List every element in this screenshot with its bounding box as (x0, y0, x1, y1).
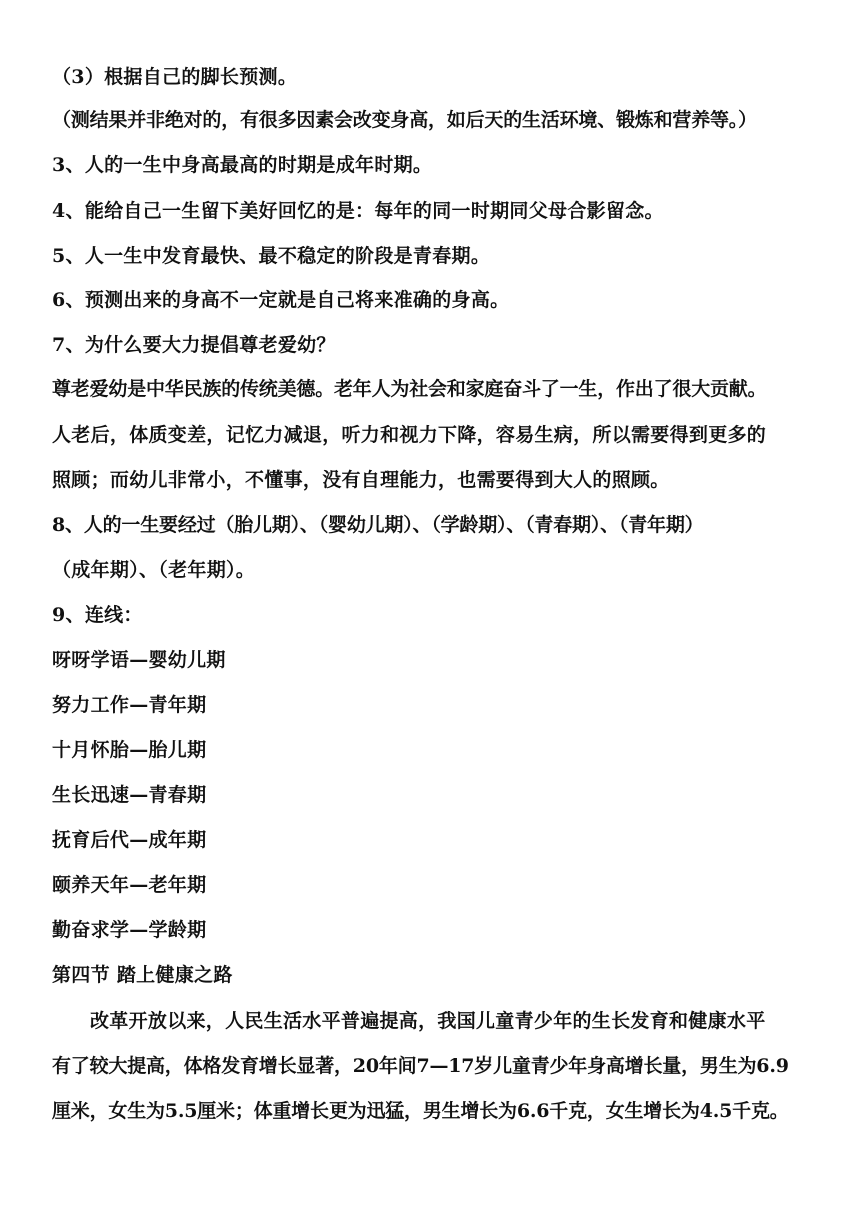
paragraph-line-3: 厘米，女生为5.5厘米；体重增长更为迅猛，男生增长为6.6千克，女生增长为4.5千克。 (52, 1100, 789, 1122)
text-line-note: （测结果并非绝对的，有很多因素会改变身高，如后天的生活环境、锻炼和营养等。） (52, 109, 757, 131)
text-line-7-answer-3: 照顾；而幼儿非常小，不懂事，没有自理能力，也需要得到大人的照顾。 (52, 469, 670, 491)
text-line-3: 3、人的一生中身高最高的时期是成年时期。 (52, 154, 433, 176)
match-item-2: 努力工作—青年期 (52, 694, 207, 716)
text-line-7-answer-2: 人老后，体质变差，记忆力减退，听力和视力下降，容易生病，所以需要得到更多的 (52, 424, 767, 446)
text-line-7-question: 7、为什么要大力提倡尊老爱幼？ (52, 334, 336, 356)
section-heading: 第四节 踏上健康之路 (52, 964, 233, 986)
text-line-5: 5、人一生中发育最快、最不稳定的阶段是青春期。 (52, 245, 491, 267)
text-line-4: 4、能给自己一生留下美好回忆的是：每年的同一时期同父母合影留念。 (52, 200, 664, 222)
text-line-8-continued: （成年期）、（老年期）。 (52, 559, 256, 581)
paragraph-line-2: 有了较大提高，体格发育增长显著，20年间7—17岁儿童青少年身高增长量，男生为6.9 (52, 1055, 789, 1077)
text-line-8: 8、人的一生要经过（胎儿期）、（婴幼儿期）、（学龄期）、（青春期）、（青年期） (52, 514, 704, 536)
match-item-4: 生长迅速—青春期 (52, 784, 207, 806)
match-item-1: 呀呀学语—婴幼儿期 (52, 649, 226, 671)
match-item-7: 勤奋求学—学龄期 (52, 919, 207, 941)
paragraph-line-1: 改革开放以来，人民生活水平普遍提高，我国儿童青少年的生长发育和健康水平 (90, 1010, 766, 1032)
text-line-item-3: （3）根据自己的脚长预测。 (52, 66, 298, 88)
text-line-6: 6、预测出来的身高不一定就是自己将来准确的身高。 (52, 289, 510, 311)
match-item-3: 十月怀胎—胎儿期 (52, 739, 207, 761)
text-line-9: 9、连线： (52, 604, 143, 626)
match-item-6: 颐养天年—老年期 (52, 874, 207, 896)
text-line-7-answer-1: 尊老爱幼是中华民族的传统美德。老年人为社会和家庭奋斗了一生，作出了很大贡献。 (52, 378, 767, 400)
match-item-5: 抚育后代—成年期 (52, 829, 207, 851)
